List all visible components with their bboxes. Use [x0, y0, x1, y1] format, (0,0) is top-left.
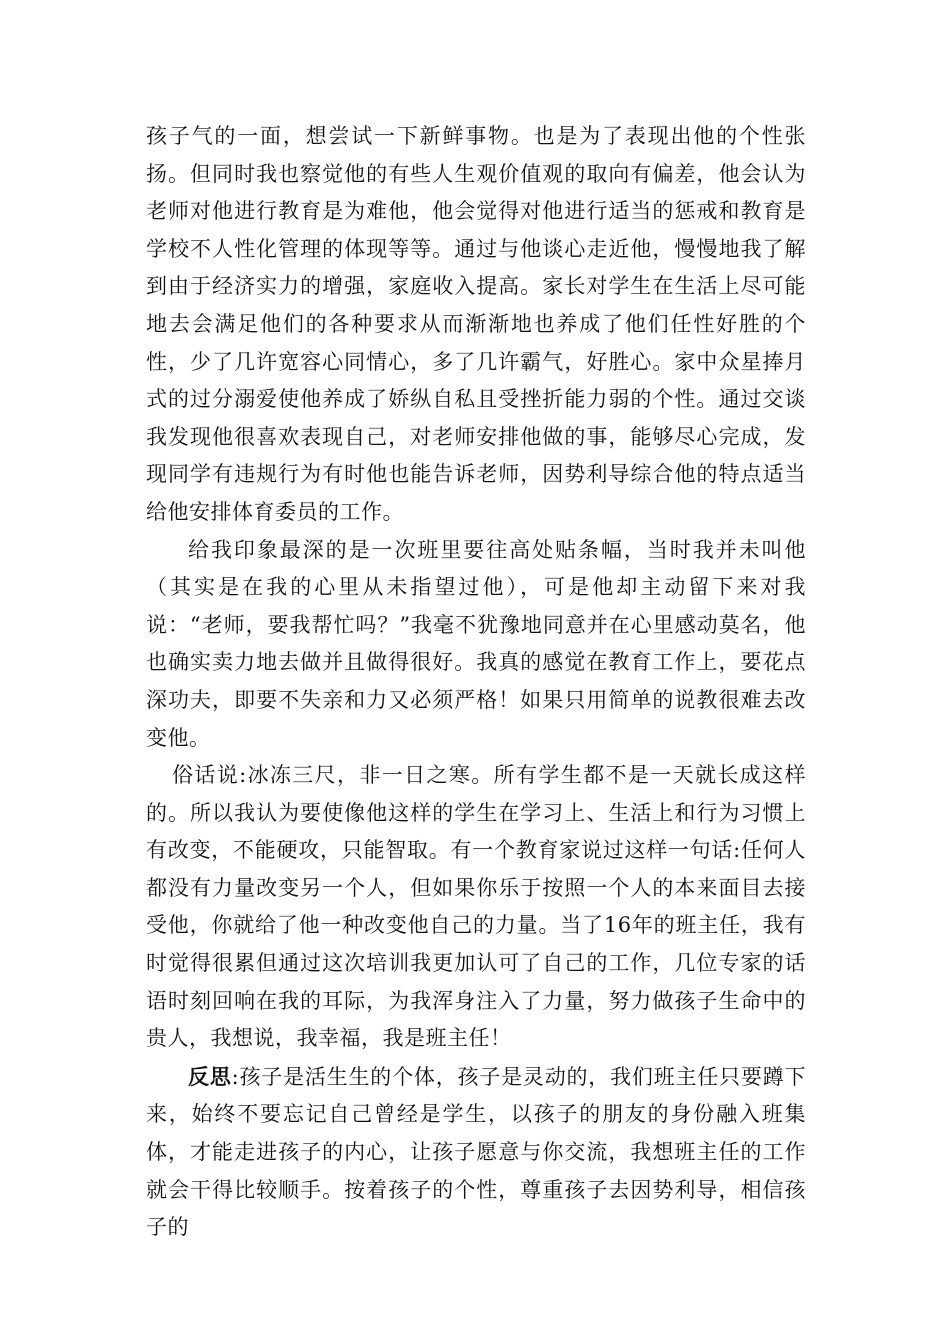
reflection-label: 反思 — [188, 1063, 232, 1089]
reflection-text: :孩子是活生生的个体，孩子是灵动的，我们班主任只要蹲下来，始终不要忘记自己曾经是学生，以孩子的朋友的身份融入班集体，才能走进孩子的内心，让孩子愿意与你交流，我想班主任的工作就会干得比较顺手。按着孩子的个性，尊重孩子去因势利导，相信孩子的 — [146, 1064, 807, 1240]
paragraph-4 — [146, 1058, 806, 1247]
document-body — [146, 118, 806, 1247]
paragraph-2: 给我印象最深的是一次班里要往高处贴条幅，当时我并未叫他（其实是在我的心里从未指望过他），可是他却主动留下来对我说：“老师，要我帮忙吗？”我毫不犹豫地同意并在心里感动莫名，他也确实卖力地去做并且做得很好。我真的感觉在教育工作上，要花点深功夫，即要不失亲和力又必须严格！如果只用简单的说教很难去改变他。 — [146, 537, 806, 750]
paragraph-3: 俗话说:冰冻三尺，非一日之寒。所有学生都不是一天就长成这样的。所以我认为要使像他这样的学生在学习上、生活上和行为习惯上有改变，不能硬攻，只能智取。有一个教育家说过这样一句话:任何人都没有力量改变另一个人，但如果你乐于按照一个人的本来面目去接受他，你就给了他一种改变他自己的力量。当了16年的班主任，我有时觉得很累但通过这次培训我更加认可了自己的工作，几位专家的话语时刻回响在我的耳际，为我浑身注入了力量，努力做孩子生命中的贵人，我想说，我幸福，我是班主任！ — [146, 763, 806, 1051]
paragraph-1: 孩子气的一面，想尝试一下新鲜事物。也是为了表现出他的个性张扬。但同时我也察觉他的有些人生观价值观的取向有偏差，他会认为老师对他进行教育是为难他，他会觉得对他进行适当的惩戒和教育是学校不人性化管理的体现等等。通过与他谈心走近他，慢慢地我了解到由于经济实力的增强，家庭收入提高。家长对学生在生活上尽可能地去会满足他们的各种要求从而渐渐地也养成了他们任性好胜的个性，少了几许宽容心同情心，多了几许霸气，好胜心。家中众星捧月式的过分溺爱使他养成了娇纵自私且受挫折能力弱的个性。通过交谈我发现他很喜欢表现自己，对老师安排他做的事，能够尽心完成，发现同学有违规行为有时他也能告诉老师，因势利导综合他的特点适当给他安排体育委员的工作。 — [146, 124, 806, 524]
